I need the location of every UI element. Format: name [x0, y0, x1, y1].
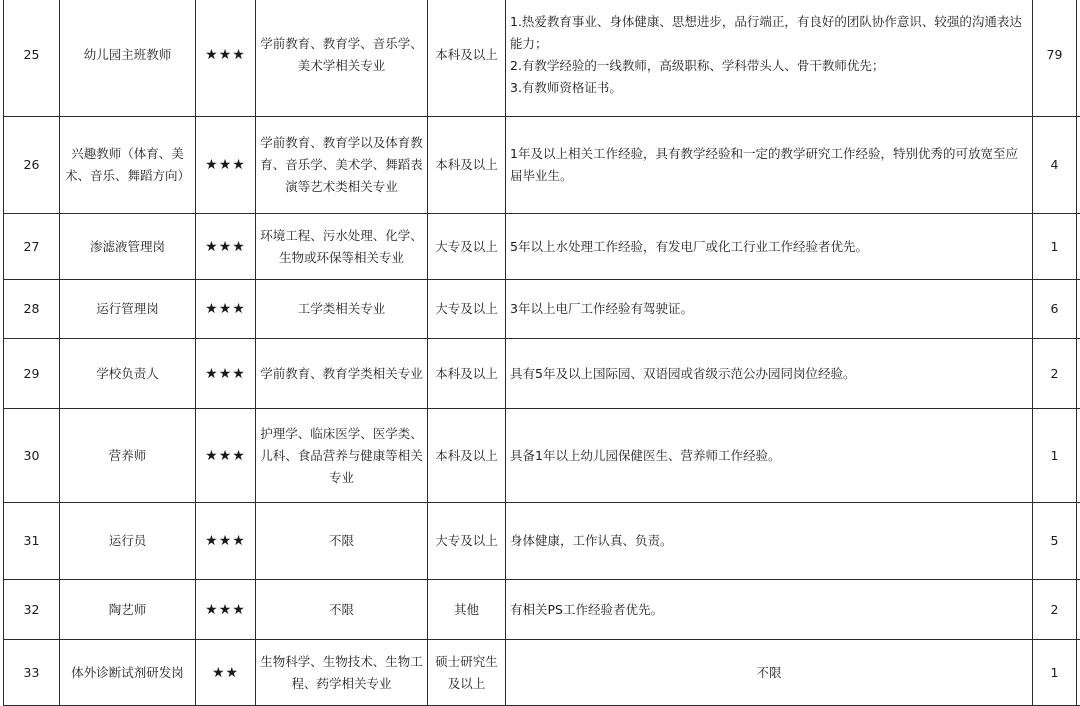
star-level: ★★★ — [196, 280, 256, 339]
star-level: ★★ — [196, 640, 256, 706]
row-number: 28 — [4, 280, 60, 339]
extra-cell — [1077, 214, 1080, 280]
headcount: 1 — [1033, 409, 1077, 503]
row-number: 29 — [4, 339, 60, 409]
position-title: 运行管理岗 — [60, 280, 196, 339]
requirement-line: 身体健康，工作认真、负责。 — [510, 530, 1028, 552]
headcount: 5 — [1033, 503, 1077, 580]
table-row — [4, 0, 1080, 117]
headcount: 4 — [1033, 117, 1077, 214]
star-level: ★★★ — [196, 580, 256, 640]
position-title: 营养师 — [60, 409, 196, 503]
requirement-line: 3年以上电厂工作经验有驾驶证。 — [510, 298, 1028, 320]
education-requirement: 本科及以上 — [428, 117, 506, 214]
job-requirements — [506, 503, 1033, 580]
headcount: 1 — [1033, 214, 1077, 280]
major-requirement: 学前教育、教育学、音乐学、美术学相关专业 — [256, 0, 428, 117]
table-row — [4, 640, 1080, 706]
major-requirement: 护理学、临床医学、医学类、儿科、食品营养与健康等相关专业 — [256, 409, 428, 503]
requirement-line: 不限 — [510, 662, 1028, 684]
education-requirement: 硕士研究生及以上 — [428, 640, 506, 706]
row-number: 30 — [4, 409, 60, 503]
table-row — [4, 409, 1080, 503]
education-requirement: 本科及以上 — [428, 0, 506, 117]
education-requirement: 大专及以上 — [428, 503, 506, 580]
requirement-line: 2.有教学经验的一线教师，高级职称、学科带头人、骨干教师优先； — [510, 55, 1028, 77]
row-number: 26 — [4, 117, 60, 214]
education-requirement: 本科及以上 — [428, 339, 506, 409]
position-title: 陶艺师 — [60, 580, 196, 640]
table-row — [4, 580, 1080, 640]
job-requirements — [506, 640, 1033, 706]
extra-cell — [1077, 0, 1080, 117]
major-requirement: 不限 — [256, 580, 428, 640]
requirement-line: 1年及以上相关工作经验，具有教学经验和一定的教学研究工作经验，特别优秀的可放宽至应届毕业生。 — [510, 143, 1028, 187]
job-requirements — [506, 409, 1033, 503]
major-requirement: 生物科学、生物技术、生物工程、药学相关专业 — [256, 640, 428, 706]
row-number: 32 — [4, 580, 60, 640]
position-title: 幼儿园主班教师 — [60, 0, 196, 117]
position-title: 体外诊断试剂研发岗 — [60, 640, 196, 706]
requirement-line: 有相关PS工作经验者优先。 — [510, 599, 1028, 621]
requirement-line: 具有5年及以上国际园、双语园或省级示范公办园同岗位经验。 — [510, 363, 1028, 385]
education-requirement: 本科及以上 — [428, 409, 506, 503]
extra-cell — [1077, 580, 1080, 640]
extra-cell — [1077, 339, 1080, 409]
table-row — [4, 503, 1080, 580]
row-number: 27 — [4, 214, 60, 280]
headcount: 79 — [1033, 0, 1077, 117]
headcount: 2 — [1033, 339, 1077, 409]
row-number: 33 — [4, 640, 60, 706]
headcount: 2 — [1033, 580, 1077, 640]
star-level: ★★★ — [196, 0, 256, 117]
job-requirements — [506, 117, 1033, 214]
job-requirements — [506, 214, 1033, 280]
education-requirement: 其他 — [428, 580, 506, 640]
requirement-line: 1.热爱教育事业、身体健康、思想进步，品行端正，有良好的团队协作意识、较强的沟通表达能力； — [510, 11, 1028, 55]
position-title: 学校负责人 — [60, 339, 196, 409]
extra-cell — [1077, 640, 1080, 706]
major-requirement: 工学类相关专业 — [256, 280, 428, 339]
extra-cell — [1077, 117, 1080, 214]
row-number: 31 — [4, 503, 60, 580]
major-requirement: 学前教育、教育学以及体育教育、音乐学、美术学、舞蹈表演等艺术类相关专业 — [256, 117, 428, 214]
table-body — [4, 0, 1080, 706]
requirement-line: 5年以上水处理工作经验，有发电厂或化工行业工作经验者优先。 — [510, 236, 1028, 258]
position-title: 渗滤液管理岗 — [60, 214, 196, 280]
position-title: 兴趣教师（体育、美术、音乐、舞蹈方向） — [60, 117, 196, 214]
jobs-table — [3, 0, 1080, 706]
star-level: ★★★ — [196, 409, 256, 503]
star-level: ★★★ — [196, 503, 256, 580]
headcount: 1 — [1033, 640, 1077, 706]
star-level: ★★★ — [196, 339, 256, 409]
headcount: 6 — [1033, 280, 1077, 339]
major-requirement: 学前教育、教育学类相关专业 — [256, 339, 428, 409]
extra-cell — [1077, 503, 1080, 580]
education-requirement: 大专及以上 — [428, 214, 506, 280]
position-title: 运行员 — [60, 503, 196, 580]
requirement-line: 具备1年以上幼儿园保健医生、营养师工作经验。 — [510, 445, 1028, 467]
job-requirements — [506, 280, 1033, 339]
extra-cell — [1077, 280, 1080, 339]
table-row — [4, 339, 1080, 409]
job-requirements — [506, 0, 1033, 117]
major-requirement: 环境工程、污水处理、化学、生物或环保等相关专业 — [256, 214, 428, 280]
table-row — [4, 214, 1080, 280]
star-level: ★★★ — [196, 117, 256, 214]
star-level: ★★★ — [196, 214, 256, 280]
row-number: 25 — [4, 0, 60, 117]
table-row — [4, 280, 1080, 339]
major-requirement: 不限 — [256, 503, 428, 580]
job-requirements — [506, 580, 1033, 640]
job-requirements — [506, 339, 1033, 409]
requirement-line: 3.有教师资格证书。 — [510, 77, 1028, 99]
table-row — [4, 117, 1080, 214]
extra-cell — [1077, 409, 1080, 503]
education-requirement: 大专及以上 — [428, 280, 506, 339]
